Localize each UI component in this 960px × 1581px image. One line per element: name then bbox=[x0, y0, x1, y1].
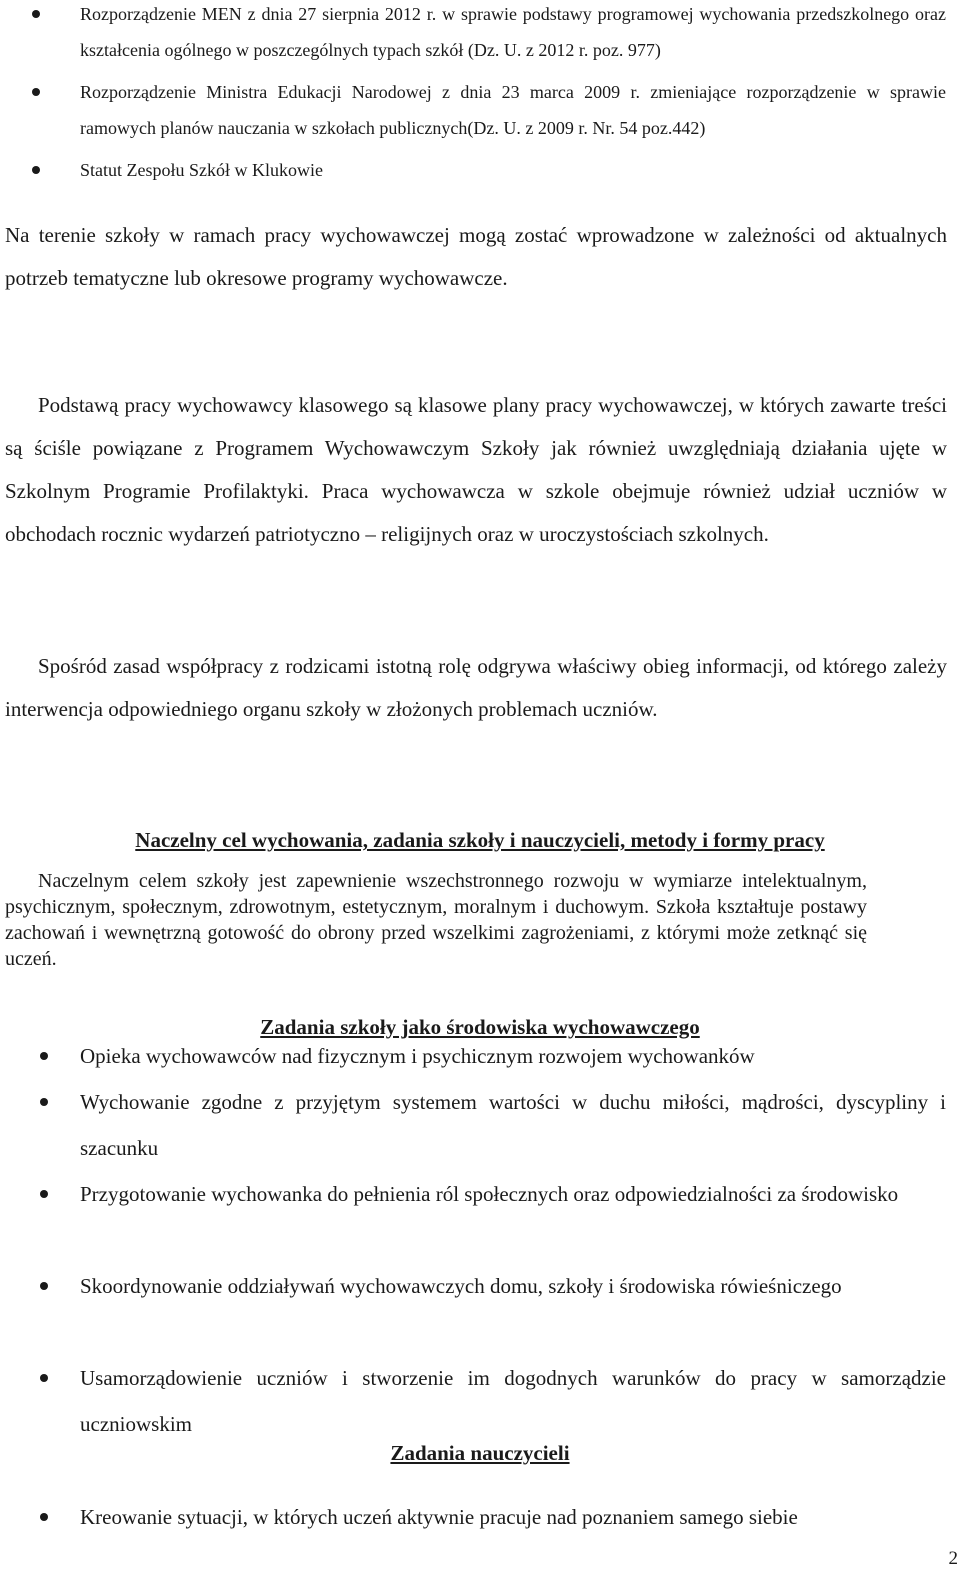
main-goal-heading: Naczelny cel wychowania, zadania szkoły i nauczycieli, metody i formy pracy bbox=[135, 828, 825, 852]
paragraph-programs: Na terenie szkoły w ramach pracy wychowawczej mogą zostać wprowadzone w zależności od aktualnych potrzeb tematyczne lub okresowe programy wychowawcze. bbox=[5, 223, 947, 290]
bullet-icon bbox=[40, 1374, 48, 1382]
school-task-item: Opieka wychowawców nad fizycznym i psychicznym rozwojem wychowanków bbox=[80, 1044, 755, 1068]
bullet-icon bbox=[40, 1282, 48, 1290]
reference-item: Rozporządzenie Ministra Edukacji Narodowej z dnia 23 marca 2009 r. zmieniające rozporządzenie w sprawie ramowych planów nauczania w szkołach publicznych(Dz. U. z 2009 r. Nr. 54 poz.442) bbox=[80, 82, 946, 138]
bullet-icon bbox=[32, 10, 40, 18]
paragraph-basis: Podstawą pracy wychowawcy klasowego są klasowe plany pracy wychowawczej, w których zawarte treści są ściśle powiązane z Programem Wychowawczym Szkoły jak również uwzględniają działania ujęte w Szkolnym Programie Profilaktyki. Praca wychowawcza w szkole obejmuje również udział uczniów w obchodach rocznic wydarzeń patriotyczno – religijnych oraz w uroczystościach szkolnych. bbox=[5, 393, 947, 546]
main-goal-text: Naczelnym celem szkoły jest zapewnienie wszechstronnego rozwoju w wymiarze intelektualnym, psychicznym, społecznym, zdrowotnym, estetycznym, moralnym i duchowym. Szkoła kształtuje postawy zachowań i wewnętrzną gotowość do obrony przed wszelkimi zagrożeniami, z którymi może zetknąć się uczeń. bbox=[5, 870, 867, 970]
bullet-icon bbox=[32, 166, 40, 174]
bullet-icon bbox=[32, 88, 40, 96]
school-tasks-heading: Zadania szkoły jako środowiska wychowawczego bbox=[260, 1015, 700, 1039]
bullet-icon bbox=[40, 1098, 48, 1106]
bullet-icon bbox=[40, 1190, 48, 1198]
paragraph-parents: Spośród zasad współpracy z rodzicami istotną rolę odgrywa właściwy obieg informacji, od którego zależy interwencja odpowiedniego organu szkoły w złożonych problemach uczniów. bbox=[5, 654, 947, 721]
bullet-icon bbox=[40, 1052, 48, 1060]
reference-item: Statut Zespołu Szkół w Klukowie bbox=[80, 160, 323, 180]
school-task-item: Usamorządowienie uczniów i stworzenie im dogodnych warunków do pracy w samorządzie uczniowskim bbox=[80, 1366, 946, 1436]
teacher-task-item: Kreowanie sytuacji, w których uczeń aktywnie pracuje nad poznaniem samego siebie bbox=[80, 1505, 798, 1529]
school-task-item: Skoordynowanie oddziaływań wychowawczych domu, szkoły i środowiska rówieśniczego bbox=[80, 1274, 842, 1298]
school-task-item: Przygotowanie wychowanka do pełnienia ról społecznych oraz odpowiedzialności za środowisko bbox=[80, 1182, 899, 1206]
page-number: 2 bbox=[948, 1548, 958, 1569]
reference-item: Rozporządzenie MEN z dnia 27 sierpnia 2012 r. w sprawie podstawy programowej wychowania przedszkolnego oraz kształcenia ogólnego w poszczególnych typach szkół (Dz. U. z 2012 r. poz. 977) bbox=[80, 4, 946, 60]
school-task-item: Wychowanie zgodne z przyjętym systemem wartości w duchu miłości, mądrości, dyscypliny i szacunku bbox=[80, 1090, 946, 1160]
teacher-tasks-heading: Zadania nauczycieli bbox=[390, 1441, 570, 1465]
bullet-icon bbox=[40, 1513, 48, 1521]
